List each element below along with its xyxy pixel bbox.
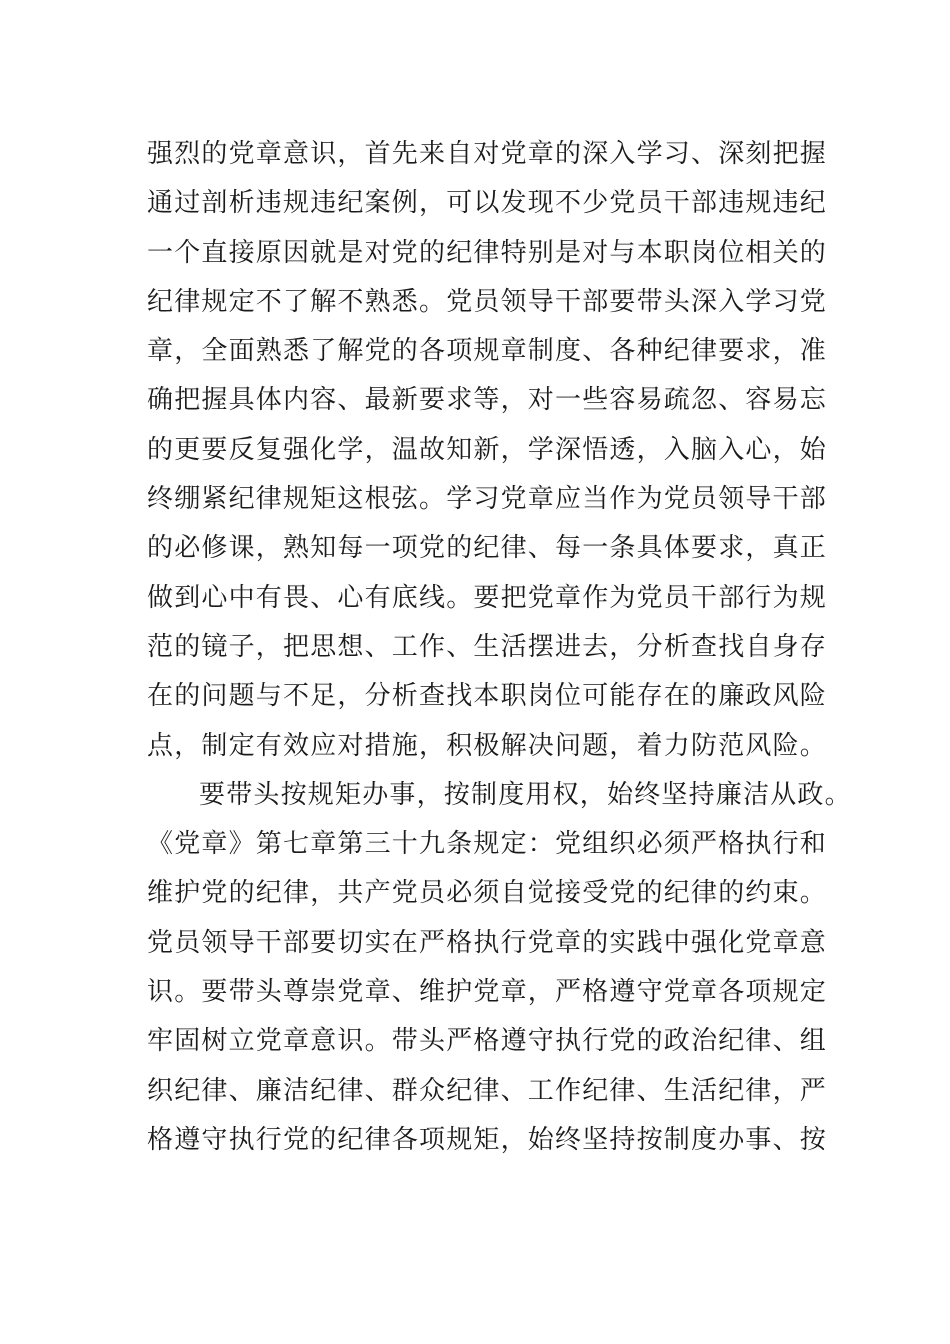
text-line: 的必修课，熟知每一项党的纪律、每一条具体要求，真正	[147, 533, 828, 564]
text-line: 的更要反复强化学，温故知新，学深悟透，入脑入心，始	[147, 434, 828, 465]
text-line: 范的镜子，把思想、工作、生活摆进去，分析查找自身存	[147, 631, 828, 662]
text-line: 《党章》第七章第三十九条规定：党组织必须严格执行和	[147, 829, 828, 860]
text-line: 通过剖析违规违纪案例，可以发现不少党员干部违规违纪	[147, 188, 828, 219]
text-line: 终绷紧纪律规矩这根弦。学习党章应当作为党员领导干部	[147, 484, 828, 515]
text-line: 识。要带头尊崇党章、维护党章，严格遵守党章各项规定	[147, 977, 828, 1008]
text-line: 在的问题与不足，分析查找本职岗位可能存在的廉政风险	[147, 681, 828, 712]
text-line: 织纪律、廉洁纪律、群众纪律、工作纪律、生活纪律，严	[147, 1075, 828, 1106]
text-line: 党员领导干部要切实在严格执行党章的实践中强化党章意	[147, 927, 828, 958]
text-line: 维护党的纪律，共产党员必须自觉接受党的纪律的约束。	[147, 878, 828, 909]
text-line: 牢固树立党章意识。带头严格遵守执行党的政治纪律、组	[147, 1026, 828, 1057]
document-body	[147, 130, 852, 1165]
text-line: 确把握具体内容、最新要求等，对一些容易疏忽、容易忘	[147, 385, 828, 416]
text-line: 一个直接原因就是对党的纪律特别是对与本职岗位相关的	[147, 237, 828, 268]
text-line: 强烈的党章意识，首先来自对党章的深入学习、深刻把握	[147, 139, 828, 169]
paragraph-start-line: 要带头按规矩办事，按制度用权，始终坚持廉洁从政。	[199, 779, 852, 810]
text-line: 做到心中有畏、心有底线。要把党章作为党员干部行为规	[147, 582, 828, 613]
text-line: 点，制定有效应对措施，积极解决问题，着力防范风险。	[147, 730, 828, 761]
text-line: 章，全面熟悉了解党的各项规章制度、各种纪律要求，准	[147, 336, 828, 367]
text-line: 纪律规定不了解不熟悉。党员领导干部要带头深入学习党	[147, 286, 828, 317]
text-line: 格遵守执行党的纪律各项规矩，始终坚持按制度办事、按	[147, 1124, 828, 1155]
